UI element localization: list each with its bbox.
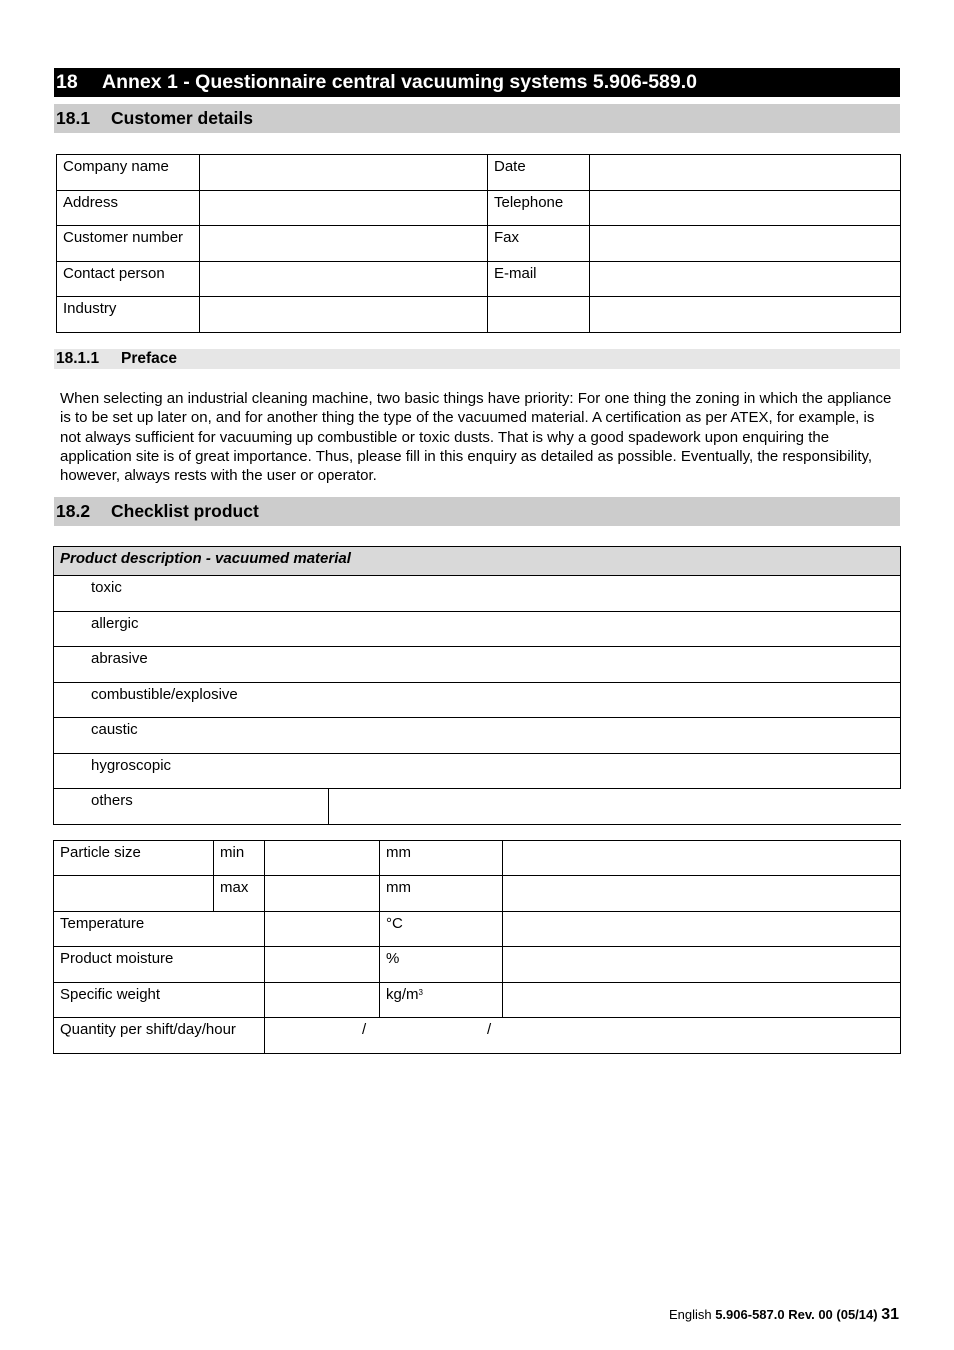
section-18-1-heading bbox=[54, 104, 900, 133]
field-label: E-mail bbox=[488, 262, 590, 297]
section-number: 18.2 bbox=[56, 501, 91, 521]
unit-label bbox=[380, 983, 503, 1018]
empty-cell bbox=[503, 841, 901, 876]
separator-slash: / bbox=[487, 1021, 492, 1038]
unit-label: °C bbox=[380, 912, 503, 947]
empty-cell bbox=[54, 876, 214, 912]
particle-size-min-input[interactable] bbox=[265, 841, 380, 876]
empty-cell bbox=[590, 297, 901, 333]
table-row bbox=[54, 1018, 901, 1054]
customer-details-table bbox=[56, 154, 901, 333]
unit-label: % bbox=[380, 947, 503, 983]
quantity-input[interactable] bbox=[265, 1018, 901, 1054]
unit-superscript: 3 bbox=[418, 988, 423, 997]
company-name-input[interactable] bbox=[200, 155, 488, 191]
fax-input[interactable] bbox=[590, 226, 901, 262]
page-number: 31 bbox=[881, 1306, 899, 1323]
section-title: Customer details bbox=[111, 108, 253, 128]
email-input[interactable] bbox=[590, 262, 901, 297]
section-18-1-1-heading bbox=[54, 349, 900, 369]
field-label: max bbox=[214, 876, 265, 912]
table-row bbox=[57, 297, 901, 333]
empty-cell bbox=[503, 947, 901, 983]
list-item[interactable] bbox=[54, 754, 901, 789]
table-row bbox=[57, 262, 901, 297]
table-row bbox=[54, 983, 901, 1018]
table-row bbox=[57, 155, 901, 191]
field-label: Telephone bbox=[488, 191, 590, 226]
list-item[interactable] bbox=[54, 612, 901, 647]
field-label: Specific weight bbox=[54, 983, 265, 1018]
customer-number-input[interactable] bbox=[200, 226, 488, 262]
option-hygroscopic[interactable]: hygroscopic bbox=[54, 754, 901, 789]
field-label: Customer number bbox=[57, 226, 200, 262]
empty-cell bbox=[503, 876, 901, 912]
separator-slash: / bbox=[362, 1021, 367, 1038]
list-item[interactable] bbox=[54, 789, 901, 825]
field-label: Company name bbox=[57, 155, 200, 191]
temperature-input[interactable] bbox=[265, 912, 380, 947]
option-toxic[interactable]: toxic bbox=[54, 576, 901, 612]
field-label: Date bbox=[488, 155, 590, 191]
footer-document-reference: 5.906-587.0 Rev. 00 (05/14) bbox=[715, 1307, 878, 1322]
field-label: Fax bbox=[488, 226, 590, 262]
field-label: min bbox=[214, 841, 265, 876]
unit-label: mm bbox=[380, 841, 503, 876]
particle-size-max-input[interactable] bbox=[265, 876, 380, 912]
table-row bbox=[54, 947, 901, 983]
section-title: Checklist product bbox=[111, 501, 259, 521]
page-footer bbox=[669, 1306, 899, 1324]
date-input[interactable] bbox=[590, 155, 901, 191]
field-label: Product moisture bbox=[54, 947, 265, 983]
field-label: Industry bbox=[57, 297, 200, 333]
preface-paragraph: When selecting an industrial cleaning machine, two basic things have priority: For one thing the zoning in which the appliance is to be set up later on, and for another thing the type of the vacuumed material. A certification as per ATEX, for example, is not always sufficient for vacuuming up combustible or toxic dusts. That is why a good spadework upon enquiring the application site is of great importance. Thus, please fill in this enquiry as detailed as possible. Eventually, the responsibility, however, always rests with the user or operator. bbox=[60, 390, 892, 485]
option-caustic[interactable]: caustic bbox=[54, 718, 901, 754]
empty-cell bbox=[488, 297, 590, 333]
list-item[interactable] bbox=[54, 683, 901, 718]
option-allergic[interactable]: allergic bbox=[54, 612, 901, 647]
field-label: Temperature bbox=[54, 912, 265, 947]
table-header: Product description - vacuumed material bbox=[54, 547, 901, 576]
unit-text: kg/m bbox=[386, 986, 419, 1003]
telephone-input[interactable] bbox=[590, 191, 901, 226]
section-number: 18 bbox=[56, 71, 78, 93]
table-header-row bbox=[54, 547, 901, 576]
field-label: Particle size bbox=[54, 841, 214, 876]
unit-label: mm bbox=[380, 876, 503, 912]
specific-weight-input[interactable] bbox=[265, 983, 380, 1018]
option-others[interactable]: others bbox=[54, 789, 329, 825]
table-row bbox=[54, 876, 901, 912]
field-label: Contact person bbox=[57, 262, 200, 297]
product-moisture-input[interactable] bbox=[265, 947, 380, 983]
product-parameters-table bbox=[53, 840, 901, 1054]
option-combustible-explosive[interactable]: combustible/explosive bbox=[54, 683, 901, 718]
section-18-2-heading bbox=[54, 497, 900, 526]
empty-cell bbox=[503, 912, 901, 947]
contact-person-input[interactable] bbox=[200, 262, 488, 297]
section-18-heading bbox=[54, 68, 900, 97]
option-abrasive[interactable]: abrasive bbox=[54, 647, 901, 683]
industry-input[interactable] bbox=[200, 297, 488, 333]
section-number: 18.1 bbox=[56, 108, 91, 128]
field-label: Quantity per shift/day/hour bbox=[54, 1018, 265, 1054]
field-label: Address bbox=[57, 191, 200, 226]
list-item[interactable] bbox=[54, 718, 901, 754]
empty-cell bbox=[503, 983, 901, 1018]
table-row bbox=[57, 191, 901, 226]
address-input[interactable] bbox=[200, 191, 488, 226]
section-title: Annex 1 - Questionnaire central vacuuming systems 5.906-589.0 bbox=[102, 71, 697, 93]
list-item[interactable] bbox=[54, 576, 901, 612]
section-title: Preface bbox=[121, 350, 178, 367]
others-input[interactable] bbox=[329, 789, 901, 825]
list-item[interactable] bbox=[54, 647, 901, 683]
table-row bbox=[54, 912, 901, 947]
product-description-table bbox=[53, 546, 901, 825]
table-row bbox=[54, 841, 901, 876]
table-row bbox=[57, 226, 901, 262]
section-number: 18.1.1 bbox=[56, 350, 100, 367]
footer-language: English bbox=[668, 1307, 712, 1322]
